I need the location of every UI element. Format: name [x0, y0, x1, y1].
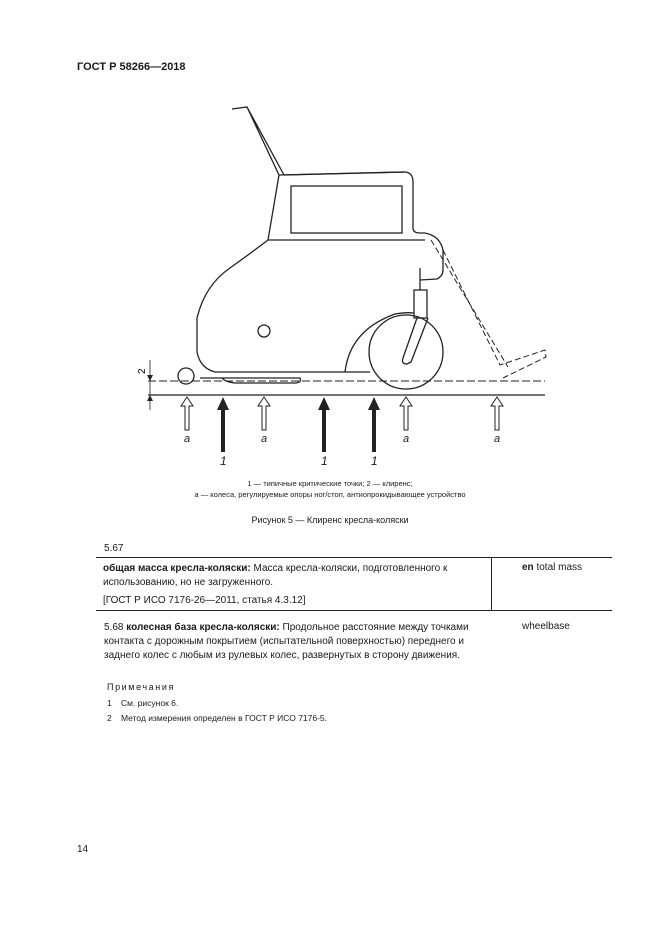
note-item	[107, 698, 178, 708]
arrow-a-2	[258, 397, 270, 430]
page-number: 14	[77, 844, 89, 855]
figure-caption: Рисунок 5 — Клиренс кресла-коляски	[251, 515, 409, 525]
push-handle	[232, 107, 284, 175]
label-a-2: a	[261, 433, 268, 445]
term-number-5-67: 5.67	[104, 543, 124, 554]
document-header: ГОСТ Р 58266—2018	[77, 61, 186, 73]
note-text: См. рисунок 6.	[121, 698, 179, 708]
en-term: total mass	[536, 562, 583, 573]
figure-legend-line2: a — колеса, регулируемые опоры ног/стоп, антиопрокидывающее устройство	[194, 490, 466, 499]
term-english	[522, 562, 582, 573]
footrest-dashed	[443, 250, 546, 378]
note-number: 2	[107, 713, 112, 723]
label-a-4: a	[494, 433, 501, 445]
chair-body	[197, 175, 370, 372]
term-title-5-68: колесная база кресла-коляски:	[126, 622, 280, 633]
box-divider	[491, 558, 492, 610]
term-5-68-paragraph	[104, 621, 491, 663]
arrow-1-1	[217, 397, 229, 452]
term-box-5-67	[96, 557, 612, 611]
anti-tip-roller	[178, 368, 194, 384]
arrow-a-1	[181, 397, 193, 430]
note-number: 1	[107, 698, 112, 708]
arrow-1-2	[318, 397, 330, 452]
label-a-3: a	[403, 433, 410, 445]
caster-stem	[414, 290, 427, 318]
term-source: [ГОСТ Р ИСО 7176-26—2011, статья 4.3.12]	[103, 595, 306, 606]
term-definition: Масса кресла-коляски, подготовленного к использованию, но не загруженного.	[103, 563, 448, 588]
label-1-2: 1	[321, 454, 328, 468]
term-title: общая масса кресла-коляски:	[103, 563, 251, 574]
armrest-outline	[279, 172, 404, 175]
arrow-a-4	[491, 397, 503, 430]
armrest-panel	[291, 186, 402, 233]
term-definition-block	[103, 562, 489, 608]
arrow-1-3	[368, 397, 380, 452]
term-definition-5-68: Продольное расстояние между точками контакта с дорожным покрытием (испытательной поверхностью) переднего и заднего колес с любым из рулевых колес, развернутых в сторону движения.	[104, 622, 469, 661]
label-a-1: a	[184, 433, 191, 445]
backrest-inner	[284, 172, 425, 233]
caster-fork	[403, 318, 429, 364]
en-prefix: en	[522, 562, 534, 573]
note-item	[107, 713, 327, 723]
notes-title: Примечания	[107, 682, 175, 692]
figure-legend-line1: 1 — типичные критические точки; 2 — клиренс;	[247, 479, 413, 488]
en-term-wheelbase: wheelbase	[522, 621, 570, 632]
label-1-1: 1	[220, 454, 227, 468]
wheel-hub-knob	[258, 325, 270, 337]
label-1-3: 1	[371, 454, 378, 468]
note-text: Метод измерения определен в ГОСТ Р ИСО 7176-5.	[121, 713, 328, 723]
dimension-label: 2	[137, 368, 148, 374]
term-number-5-68: 5.68	[104, 622, 124, 633]
caster-wheel	[369, 315, 443, 389]
arrow-a-3	[400, 397, 412, 430]
